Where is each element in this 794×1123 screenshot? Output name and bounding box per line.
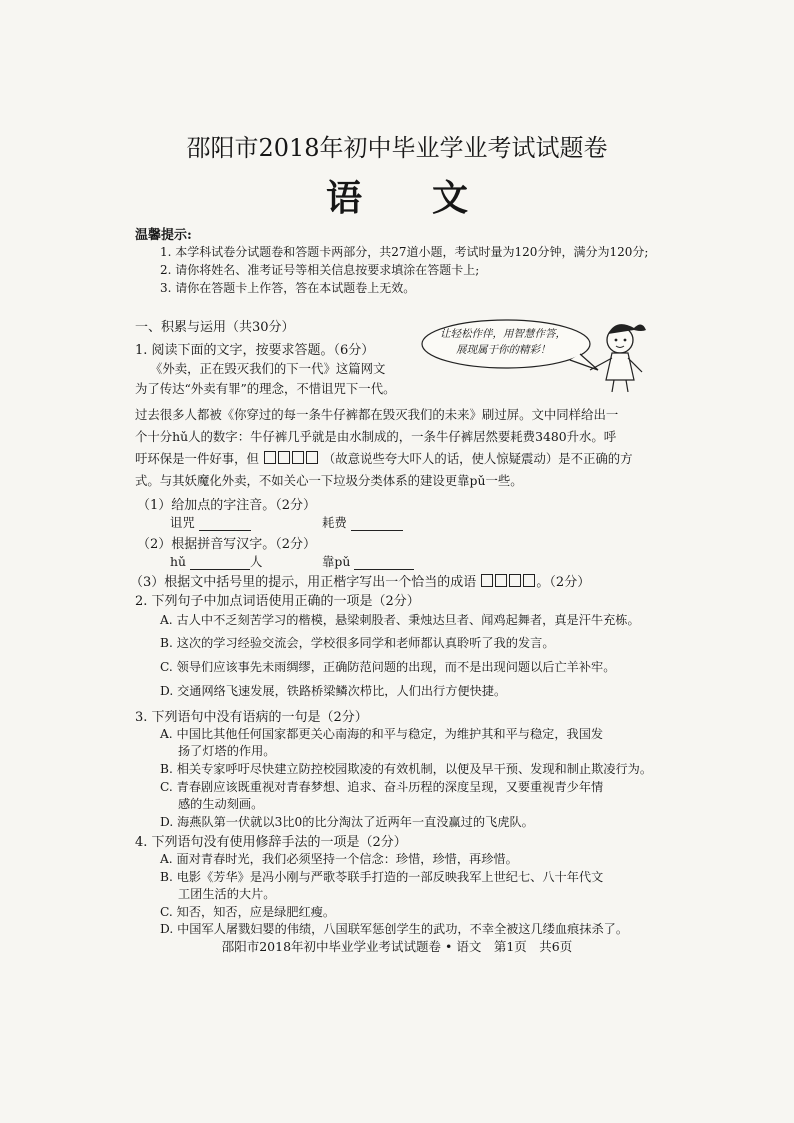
bubble-text: 展现属于你的精彩！ <box>456 344 551 356</box>
option-b: B. 电影《芳华》是冯小刚与严歌苓联手打造的一部反映我军上世纪七、八十年代文 <box>160 870 604 884</box>
label-text: 。（2分） <box>536 575 591 590</box>
option-a: A. 古人中不乏刻苦学习的楷模，悬梁刺股者、秉烛达旦者、闻鸡起舞者，真是汗牛充栋。 <box>160 613 640 627</box>
option-b-cont: 工团生活的大片。 <box>178 887 276 901</box>
q1-sub2: （2）根据拼音写汉字。（2分） <box>137 537 317 552</box>
tips-heading: 温馨提示: <box>135 228 192 243</box>
passage-text: 吁环保是一件好事，但 <box>135 451 259 466</box>
question-3-stem: 3. 下列语句中没有语病的一句是（2分） <box>135 710 368 725</box>
answer-blank[interactable] <box>199 518 251 531</box>
question-1-stem: 1. 阅读下面的文字，按要求答题。（6分） <box>135 343 375 358</box>
answer-blank[interactable] <box>190 557 250 570</box>
exam-title: 邵阳市2018年初中毕业学业考试试题卷 <box>186 134 608 162</box>
tip-item: 3. 请你在答题卡上作答，答在本试题卷上无效。 <box>160 281 416 295</box>
section-heading: 一、积累与运用（共30分） <box>135 320 295 335</box>
q1-sub3 <box>130 571 590 590</box>
question-4-stem: 4. 下列语句没有使用修辞手法的一项是（2分） <box>135 835 407 850</box>
option-d: D. 交通网络飞速发展，铁路桥梁鳞次栉比，人们出行方便快捷。 <box>160 684 507 698</box>
passage-line: 《外卖，正在毁灭我们的下一代》这篇网文 <box>150 361 386 376</box>
tip-item: 1. 本学科试卷分试题卷和答题卡两部分，共27道小题，考试时量为120分钟，满分为120分; <box>160 245 649 259</box>
option-b: B. 相关专家呼吁尽快建立防控校园欺凌的有效机制，以便及早干预、发现和制止欺凌行为。 <box>160 762 653 776</box>
answer-blank[interactable] <box>354 557 414 570</box>
option-c: C. 知否，知否，应是绿肥红瘦。 <box>160 905 336 919</box>
cartoon-girl-illustration <box>420 312 652 392</box>
q1-sub2-b <box>322 552 414 570</box>
passage-line: 为了传达“外卖有罪”的理念，不惜诅咒下一代。 <box>135 381 396 396</box>
label-text: 靠pǔ <box>322 554 351 569</box>
q1-sub1: （1）给加点的字注音。（2分） <box>137 498 317 513</box>
option-d: D. 海燕队第一伏就以3比0的比分淘汰了近两年一直没赢过的飞虎队。 <box>160 815 534 829</box>
passage-line: 过去很多人都被《你穿过的每一条牛仔裤都在毁灭我们的未来》刷过屏。文中同样给出一 <box>135 407 619 422</box>
option-c-cont: 感的生动刻画。 <box>178 797 264 811</box>
bubble-text: 让轻松作伴，用智慧作答， <box>440 328 566 340</box>
passage-line <box>135 449 633 467</box>
subject-title: 语文 <box>325 177 538 219</box>
passage-text: （故意说些夸大吓人的话，使人惊疑震动）是不正确的方 <box>322 451 633 466</box>
q1-sub1-b <box>322 513 403 531</box>
idiom-answer-boxes[interactable] <box>480 575 536 590</box>
page-footer: 邵阳市2018年初中毕业学业考试试题卷 • 语文 第1页 共6页 <box>221 939 573 954</box>
label-text: 诅咒 <box>170 515 195 530</box>
option-d: D. 中国军人屠戮妇婴的伟绩，八国联军惩创学生的武功，不幸全被这几缕血痕抹杀了。 <box>160 922 629 936</box>
option-a: A. 中国比其他任何国家都更关心南海的和平与稳定，为维护其和平与稳定，我国发 <box>160 727 604 741</box>
tip-item: 2. 请你将姓名、准考证号等相关信息按要求填涂在答题卡上; <box>160 263 480 277</box>
option-a-cont: 扬了灯塔的作用。 <box>178 744 276 758</box>
passage-line: 个十分hǔ人的数字：牛仔裤几乎就是由水制成的，一条牛仔裤居然要耗费3480升水。呼 <box>135 429 617 444</box>
option-b: B. 这次的学习经验交流会，学校很多同学和老师都认真聆听了我的发言。 <box>160 636 555 650</box>
label-text: 人 <box>249 554 263 569</box>
option-a: A. 面对青春时光，我们必须坚持一个信念：珍惜，珍惜，再珍惜。 <box>160 852 518 866</box>
q1-sub1-a <box>170 513 251 531</box>
passage-line: 式。与其妖魔化外卖，不如关心一下垃圾分类体系的建设更靠pǔ一些。 <box>135 473 523 488</box>
label-text: hǔ <box>170 554 186 569</box>
label-text: 耗费 <box>322 515 347 530</box>
option-c: C. 领导们应该事先未雨绸缪，正确防范问题的出现，而不是出现问题以后亡羊补牢。 <box>160 660 616 674</box>
idiom-blank-boxes[interactable] <box>263 451 319 466</box>
label-text: （3）根据文中括号里的提示，用正楷字写出一个恰当的成语 <box>130 575 477 590</box>
question-2-stem: 2. 下列句子中加点词语使用正确的一项是（2分） <box>135 594 420 609</box>
q1-sub2-a <box>170 552 262 570</box>
answer-blank[interactable] <box>351 518 403 531</box>
option-c: C. 青春剧应该既重视对青春梦想、追求、奋斗历程的深度呈现，又要重视青少年情 <box>160 780 604 794</box>
